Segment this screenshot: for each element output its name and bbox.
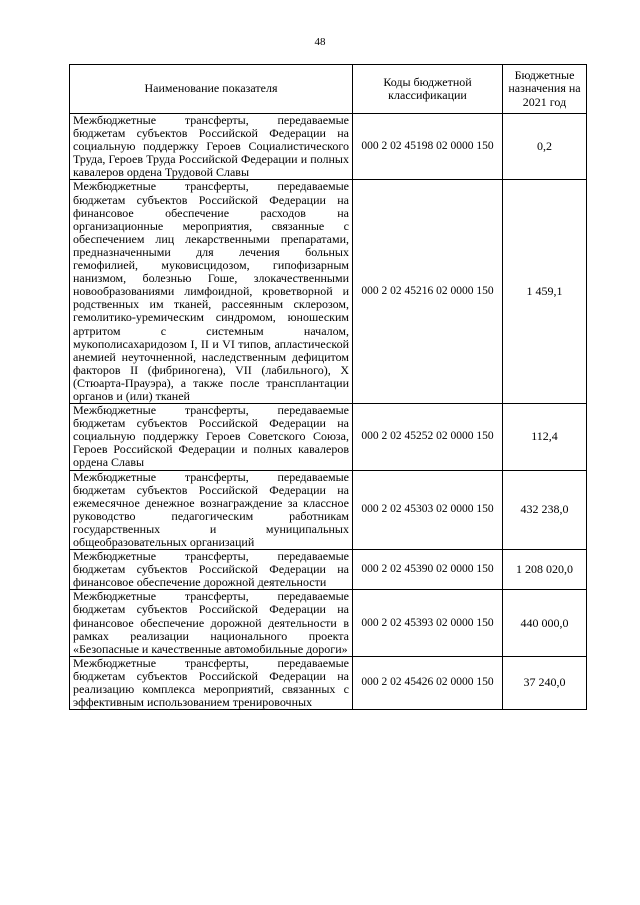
row-code: 000 2 02 45426 02 0000 150 — [353, 656, 503, 709]
row-name: Межбюджетные трансферты, передаваемые бюджетам субъектов Российской Федерации на социальную поддержку Героев Советского Союза, Героев Российской Федерации и полных кавалеров ордена Славы — [70, 404, 353, 470]
row-name-text: Межбюджетные трансферты, передаваемые бюджетам субъектов Российской Федерации на реализацию комплекса мероприятий, связанных с эффективным использованием тренировочных — [73, 656, 349, 709]
row-amount: 0,2 — [503, 114, 587, 180]
row-amount: 112,4 — [503, 404, 587, 470]
header-amount: Бюджетные назначения на 2021 год — [503, 65, 587, 114]
row-code: 000 2 02 45252 02 0000 150 — [353, 404, 503, 470]
row-code: 000 2 02 45216 02 0000 150 — [353, 180, 503, 404]
table-row — [70, 180, 587, 404]
row-amount: 440 000,0 — [503, 590, 587, 656]
header-name: Наименование показателя — [70, 65, 353, 114]
row-name — [70, 656, 353, 709]
page-number: 48 — [314, 36, 326, 48]
table-row — [70, 590, 587, 656]
row-name: Межбюджетные трансферты, передаваемые бюджетам субъектов Российской Федерации на финансовое обеспечение дорожной деятельности в рамках реализации национального проекта «Безопасные и качественные автомобильные дороги» — [70, 590, 353, 656]
row-name: Межбюджетные трансферты, передаваемые бюджетам субъектов Российской Федерации на социальную поддержку Героев Социалистического Труда, Героев Труда Российской Федерации и полных кавалеров ордена Трудовой Славы — [70, 114, 353, 180]
row-name: Межбюджетные трансферты, передаваемые бюджетам субъектов Российской Федерации на ежемесячное денежное вознаграждение за классное руководство педагогическим работникам государственных и муниципальных общеобразовательных организаций — [70, 470, 353, 550]
table-header-row — [70, 65, 587, 114]
table-row — [70, 404, 587, 470]
row-code: 000 2 02 45198 02 0000 150 — [353, 114, 503, 180]
row-code: 000 2 02 45393 02 0000 150 — [353, 590, 503, 656]
row-amount: 37 240,0 — [503, 656, 587, 709]
row-name: Межбюджетные трансферты, передаваемые бюджетам субъектов Российской Федерации на финансовое обеспечение дорожной деятельности — [70, 550, 353, 590]
header-code: Коды бюджетной классификации — [353, 65, 503, 114]
row-amount: 1 459,1 — [503, 180, 587, 404]
table-row — [70, 550, 587, 590]
row-code: 000 2 02 45303 02 0000 150 — [353, 470, 503, 550]
table-row — [70, 656, 587, 709]
table-row — [70, 470, 587, 550]
row-code: 000 2 02 45390 02 0000 150 — [353, 550, 503, 590]
table-row — [70, 114, 587, 180]
row-name: Межбюджетные трансферты, передаваемые бюджетам субъектов Российской Федерации на финансовое обеспечение расходов на организационные мероприятия, связанные с обеспечением лиц лекарственными препаратами, предназначенными для лечения больных гемофилией, муковисцидозом, гипофизарным нанизмом, болезнью Гоше, злокачественными новообразованиями лимфоидной, кроветворной и родственных им тканей, рассеянным склерозом, гемолитико-уремическим синдромом, юношеским артритом с системным началом, мукополисахаридозом I, II и VI типов, апластической анемией неуточненной, наследственным дефицитом факторов II (фибриногена), VII (лабильного), X (Стюарта-Прауэра), а также после трансплантации органов и (или) тканей — [70, 180, 353, 404]
row-amount: 432 238,0 — [503, 470, 587, 550]
row-amount: 1 208 020,0 — [503, 550, 587, 590]
budget-table — [69, 64, 587, 710]
